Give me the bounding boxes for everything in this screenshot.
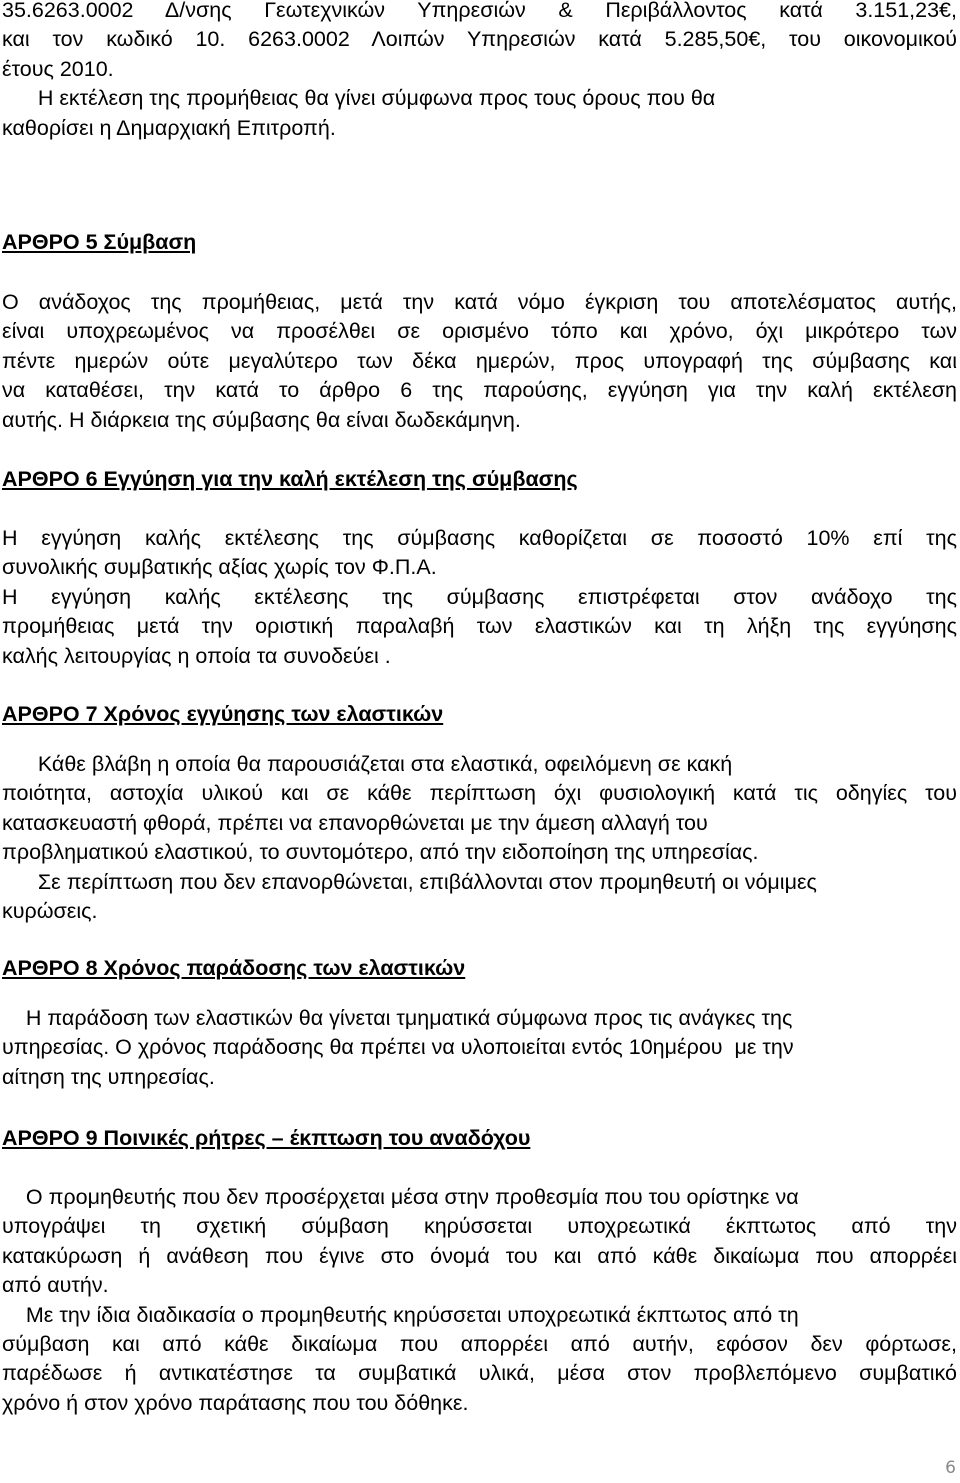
text-line: 35.6263.0002 Δ/νσης Γεωτεχνικών Υπηρεσιών & Περιβάλλοντος κατά 3.151,23€, <box>2 0 957 22</box>
intro-paragraph <box>2 0 957 143</box>
text-line: Η εγγύηση καλής εκτέλεσης της σύμβασης καθορίζεται σε ποσοστό 10% επί της <box>2 526 957 550</box>
text-line: κυρώσεις. <box>2 898 98 923</box>
heading-text: ΑΡΘΡΟ 8 Χρόνος παράδοσης των ελαστικών <box>2 956 466 980</box>
text-line: Ο προμηθευτής που δεν προσέρχεται μέσα στην προθεσμία που του ορίστηκε να <box>2 1185 799 1209</box>
article-6-body <box>2 524 957 671</box>
heading-text: ΑΡΘΡΟ 5 Σύμβαση <box>2 230 197 254</box>
text-line: Με την ίδια διαδικασία ο προμηθευτής κηρύσσεται υποχρεωτικά έκπτωτος από τη <box>2 1302 799 1327</box>
article-7-body <box>2 750 957 926</box>
text-line: καθορίσει η Δημαρχιακή Επιτροπή. <box>2 115 336 140</box>
text-line: συνολικής συμβατικής αξίας χωρίς τον Φ.Π.Α. <box>2 555 437 580</box>
text-line: Κάθε βλάβη η οποία θα παρουσιάζεται στα ελαστικά, οφειλόμενη σε κακή <box>2 752 733 776</box>
text-line: Η παράδοση των ελαστικών θα γίνεται τμηματικά σύμφωνα προς τις ανάγκες της <box>2 1006 793 1030</box>
text-line: παρέδωσε ή αντικατέστησε τα συμβατικά υλικά, μέσα στον προβλεπόμενο συμβατικό <box>2 1361 957 1386</box>
text-line: υπογράψει τη σχετική σύμβαση κηρύσσεται υποχρεωτικά έκπτωτος από την <box>2 1214 957 1239</box>
text-line: Η εγγύηση καλής εκτέλεσης της σύμβασης επιστρέφεται στον ανάδοχο της <box>2 584 957 609</box>
text-line: προμήθειας μετά την οριστική παραλαβή των ελαστικών και τη λήξη της εγγύησης <box>2 614 957 639</box>
text-line: και τον κωδικό 10. 6263.0002 Λοιπών Υπηρεσιών κατά 5.285,50€, του οικονομικού <box>2 27 957 52</box>
text-line: χρόνο ή στον χρόνο παράτασης που του δόθηκε. <box>2 1390 469 1415</box>
article-7-heading <box>2 700 957 729</box>
text-line: καλής λειτουργίας η οποία τα συνοδεύει . <box>2 643 391 668</box>
article-8-body <box>2 1004 957 1092</box>
text-line: από αυτήν. <box>2 1273 109 1298</box>
text-line: ποιότητα, αστοχία υλικού και σε κάθε περίπτωση όχι φυσιολογική κατά τις οδηγίες του <box>2 781 957 806</box>
text-line: αίτηση της υπηρεσίας. <box>2 1064 215 1089</box>
heading-text: ΑΡΘΡΟ 6 Εγγύηση για την καλή εκτέλεση της σύμβασης <box>2 467 578 491</box>
text-line: πέντε ημερών ούτε μεγαλύτερο των δέκα ημερών, προς υπογραφή της σύμβασης και <box>2 348 957 373</box>
text-line: κατακύρωση ή ανάθεση που έγινε στο όνομά του και από κάθε δικαίωμα που απορρέει <box>2 1243 957 1268</box>
text-line: να καταθέσει, την κατά το άρθρο 6 της παρούσης, εγγύηση για την καλή εκτέλεση <box>2 378 957 403</box>
heading-text: ΑΡΘΡΟ 7 Χρόνος εγγύησης των ελαστικών <box>2 702 444 726</box>
text-line: σύμβαση και από κάθε δικαίωμα που απορρέει από αυτήν, εφόσον δεν φόρτωσε, <box>2 1331 957 1356</box>
article-6-heading <box>2 465 957 494</box>
text-line: Ο ανάδοχος της προμήθειας, μετά την κατά νόμο έγκριση του αποτελέσματος αυτής, <box>2 290 957 314</box>
text-line: έτους 2010. <box>2 56 114 81</box>
text-line: κατασκευαστή φθορά, πρέπει να επανορθώνεται με την άμεση αλλαγή του <box>2 810 708 835</box>
article-5-body <box>2 288 957 435</box>
text-line: προβληματικού ελαστικού, το συντομότερο, από την ειδοποίηση της υπηρεσίας. <box>2 840 759 865</box>
article-8-heading <box>2 954 957 983</box>
text-line: Σε περίπτωση που δεν επανορθώνεται, επιβάλλονται στον προμηθευτή οι νόμιμες <box>2 869 817 894</box>
heading-text: ΑΡΘΡΟ 9 Ποινικές ρήτρες – έκπτωση του αναδόχου <box>2 1126 531 1150</box>
text-line: αυτής. Η διάρκεια της σύμβασης θα είναι δωδεκάμηνη. <box>2 407 521 432</box>
page-number: 6 <box>945 1458 956 1478</box>
article-5-heading <box>2 228 957 257</box>
text-line: υπηρεσίας. Ο χρόνος παράδοσης θα πρέπει να υλοποιείται εντός 10ημέρου με την <box>2 1035 794 1060</box>
article-9-body <box>2 1183 957 1418</box>
text-line: Η εκτέλεση της προμήθειας θα γίνει σύμφωνα προς τους όρους που θα <box>2 86 716 111</box>
text-line: είναι υποχρεωμένος να προσέλθει σε ορισμένο τόπο και χρόνο, όχι μικρότερο των <box>2 319 957 344</box>
article-9-heading <box>2 1124 957 1153</box>
